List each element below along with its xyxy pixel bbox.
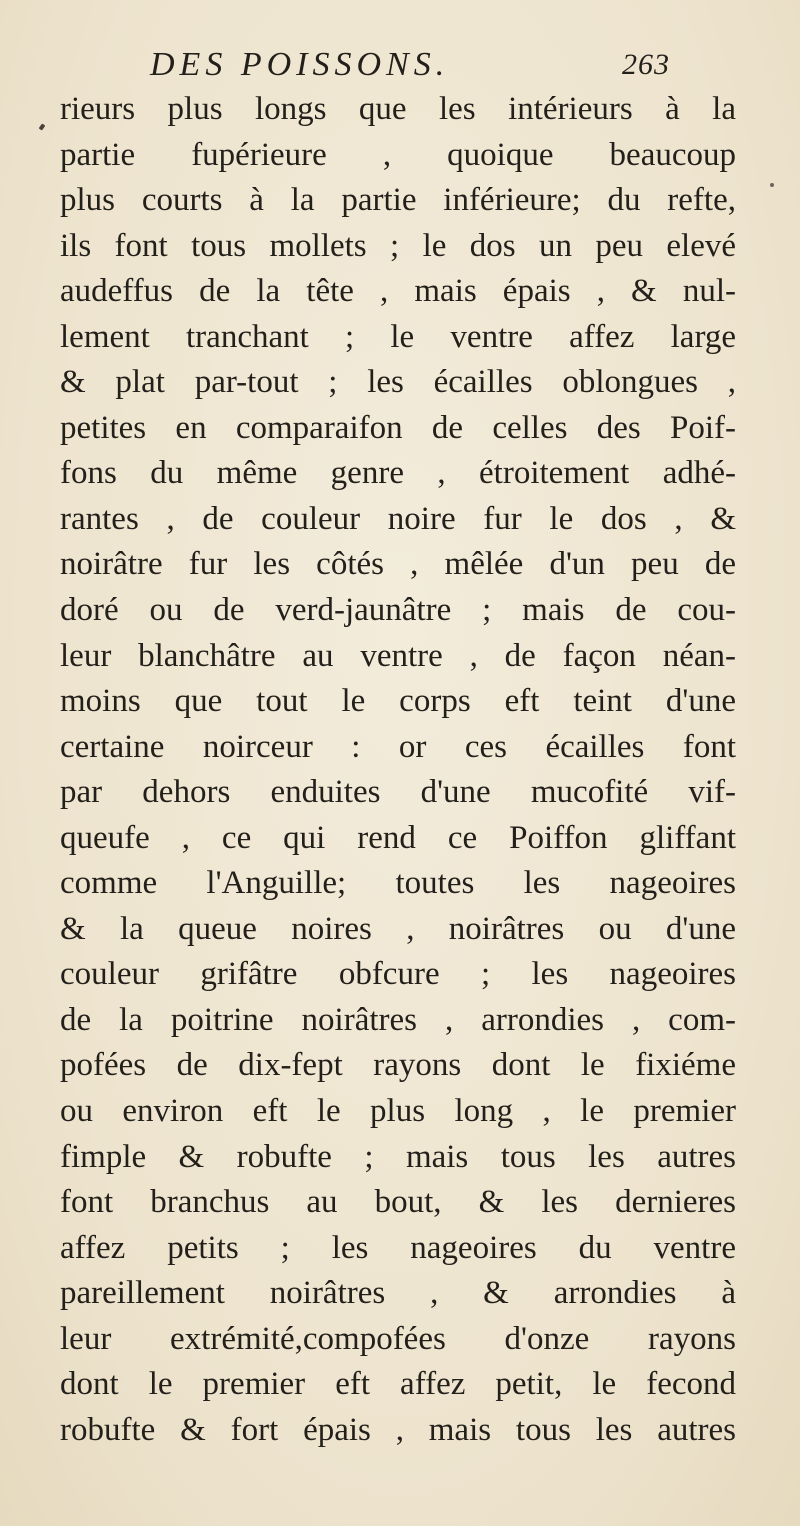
text-line: plus courts à la partie inférieure; du refte, — [60, 182, 736, 219]
text-line: moins que tout le corps eft teint d'une — [60, 683, 736, 720]
text-line: rieurs plus longs que les intérieurs à la — [60, 91, 736, 127]
text-line: font branchus au bout, & les dernieres — [60, 1184, 736, 1221]
text-line: leur blanchâtre au ventre , de façon néan- — [60, 637, 736, 674]
body-text — [60, 87, 736, 1453]
text-line: robufte & fort épais , mais tous les autres — [60, 1411, 736, 1448]
text-line: certaine noirceur : or ces écailles font — [60, 728, 736, 765]
margin-dot — [770, 183, 774, 187]
text-line: doré ou de verd-jaunâtre ; mais de cou- — [60, 592, 736, 629]
running-head — [150, 46, 670, 90]
running-title: DES POISSONS. — [150, 46, 450, 83]
page-number: 263 — [622, 48, 670, 81]
text-line: pareillement noirâtres , & arrondies à — [60, 1275, 736, 1312]
text-line: queufe , ce qui rend ce Poiffon gliffant — [60, 819, 736, 856]
text-line: leur extrémité,compofées d'onze rayons — [60, 1320, 736, 1357]
text-line: par dehors enduites d'une mucofité vif- — [60, 774, 736, 811]
text-line: affez petits ; les nageoires du ventre — [60, 1229, 736, 1266]
text-line: pofées de dix-fept rayons dont le fixiéme — [60, 1047, 736, 1084]
text-line: comme l'Anguille; toutes les nageoires — [60, 865, 736, 902]
text-line: de la poitrine noirâtres , arrondies , com- — [60, 1001, 736, 1038]
text-line: & plat par-tout ; les écailles oblongues , — [60, 364, 736, 401]
text-line: ou environ eft le plus long , le premier — [60, 1093, 736, 1130]
text-line: lement tranchant ; le ventre affez large — [60, 318, 736, 355]
text-line: petites en comparaifon de celles des Poif- — [60, 409, 736, 446]
margin-mark — [39, 123, 46, 130]
text-line: dont le premier eft affez petit, le fecond — [60, 1366, 736, 1403]
text-line: ils font tous mollets ; le dos un peu elevé — [60, 227, 736, 264]
text-line: audeffus de la tête , mais épais , & nul- — [60, 273, 736, 310]
text-line: couleur grifâtre obfcure ; les nageoires — [60, 956, 736, 993]
text-line: fons du même genre , étroitement adhé- — [60, 455, 736, 492]
text-line: rantes , de couleur noire fur le dos , & — [60, 500, 736, 537]
text-line: partie fupérieure , quoique beaucoup — [60, 136, 736, 173]
text-line: noirâtre fur les côtés , mêlée d'un peu de — [60, 546, 736, 583]
text-line: fimple & robufte ; mais tous les autres — [60, 1138, 736, 1175]
text-line: & la queue noires , noirâtres ou d'une — [60, 910, 736, 947]
